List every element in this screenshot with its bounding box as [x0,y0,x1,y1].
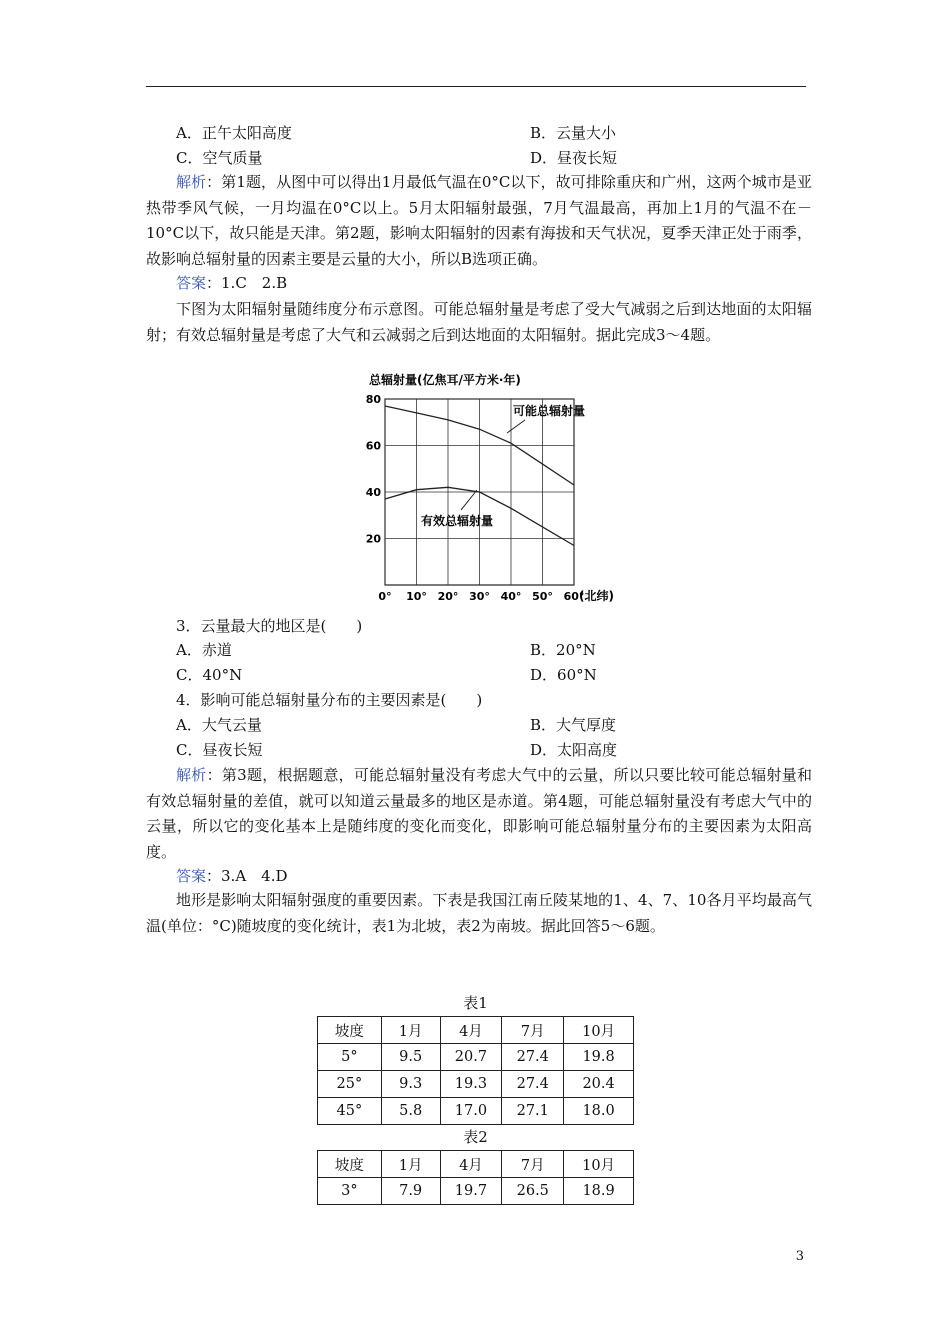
table2 [317,1150,634,1205]
chart-title: 总辐射量(亿焦耳/平方米·年) [369,373,521,387]
table-row-cell: 7.9 [381,1178,440,1205]
y-tick-label: 60 [365,439,381,453]
table1-caption: 表1 [463,994,488,1012]
table-row-cell: 26.5 [502,1178,564,1205]
q3-option-d: D．60°N [530,666,597,684]
label-possible: 可能总辐射量 [513,404,586,418]
analysis-paragraph [146,170,812,272]
table-header-row-cell: 10月 [564,1017,634,1044]
table-header-row-cell: 4月 [440,1151,502,1178]
table-row-cell: 45° [318,1098,382,1125]
table-row [318,1071,634,1098]
intro-q5-6: 地形是影响太阳辐射强度的重要因素。下表是我国江南丘陵某地的1、4、7、10各月平均最高气温(单位：°C)随坡度的变化统计，表1为北坡，表2为南坡。据此回答5～6题。 [146,891,812,935]
analysis-text: ：第1题，从图中可以得出1月最低气温在0°C以下，故可排除重庆和广州，这两个城市是亚热带季风气候，一月均温在0°C以上。5月太阳辐射最强，7月气温最高，再加上1月的气温不在－10°C以下，故只能是天津。第2题，影响太阳辐射的因素有海拔和天气状况，夏季天津正处于雨季，故影响总辐射量的因素主要是云量的大小，所以B选项正确。 [146,173,812,268]
q4-option-b: B．大气厚度 [530,716,617,734]
table-row-cell: 25° [318,1071,382,1098]
x-axis-label: (北纬) [579,589,614,603]
answer-label-2: 答案 [176,867,207,885]
table-header-row-cell: 10月 [564,1151,634,1178]
q3-option-c: C．40°N [176,666,243,684]
table-row-cell: 18.9 [564,1178,634,1205]
page-number: 3 [795,1249,804,1264]
table-header-row-cell: 坡度 [318,1151,382,1178]
table-header-row-cell: 坡度 [318,1017,382,1044]
table-header-row-cell: 1月 [381,1017,440,1044]
x-axis-ticks [378,590,584,603]
answer-text-2: ：3.A 4.D [206,867,288,885]
q3-stem: 3．云量最大的地区是( ) [176,617,363,635]
table-header-row-cell: 7月 [502,1151,564,1178]
q4-option-c: C．昼夜长短 [176,741,263,759]
table-header-row-cell: 1月 [381,1151,440,1178]
label-effective: 有效总辐射量 [421,514,494,528]
x-tick-label: 30° [469,590,490,603]
table-row-cell: 27.4 [502,1071,564,1098]
option-b: B．云量大小 [530,124,617,142]
y-axis-ticks [366,393,382,546]
table-header-row-cell: 4月 [440,1017,502,1044]
analysis-paragraph-2 [146,763,812,865]
table-row [318,1044,634,1071]
radiation-chart [355,370,635,610]
analysis-label: 解析 [176,173,207,191]
q3-option-b: B．20°N [530,641,596,659]
table-row-cell: 3° [318,1178,382,1205]
table1 [317,1016,634,1125]
option-d: D．昼夜长短 [530,149,618,167]
x-tick-label: 40° [500,590,522,603]
table-row-cell: 19.3 [440,1071,502,1098]
pointer-possible [507,420,525,433]
option-a: A．正午太阳高度 [176,124,292,142]
q3-option-a: A．赤道 [176,641,232,659]
q4-stem: 4．影响可能总辐射量分布的主要因素是( ) [176,691,483,709]
header-rule [146,86,806,87]
table-row-cell: 5° [318,1044,382,1071]
option-c: C．空气质量 [176,149,263,167]
table-row-cell: 5.8 [381,1098,440,1125]
answer-text: ：1.C 2.B [206,274,288,292]
x-tick-label: 50° [532,590,553,603]
table-row-cell: 20.7 [440,1044,502,1071]
table-row-cell: 19.8 [564,1044,634,1071]
analysis-label-2: 解析 [176,766,207,784]
table2-caption: 表2 [463,1128,488,1146]
y-tick-label: 40 [365,486,381,499]
q4-option-d: D．太阳高度 [530,741,618,759]
table-header-row [318,1151,634,1178]
x-tick-label: 60° [563,590,585,603]
table-header-row [318,1017,634,1044]
intro-q3-4: 下图为太阳辐射量随纬度分布示意图。可能总辐射量是考虑了受大气减弱之后到达地面的太阳辐射；有效总辐射量是考虑了大气和云减弱之后到达地面的太阳辐射。据此完成3～4题。 [146,300,812,344]
table-header-row-cell: 7月 [502,1017,564,1044]
table-row-cell: 18.0 [564,1098,634,1125]
y-tick-label: 20 [365,532,381,546]
q4-option-a: A．大气云量 [176,716,262,734]
answer-line-2 [146,864,812,890]
table-row-cell: 19.7 [440,1178,502,1205]
table-row [318,1098,634,1125]
table-row-cell: 27.1 [502,1098,564,1125]
x-tick-label: 20° [437,590,459,603]
analysis-text-2: ：第3题，根据题意，可能总辐射量没有考虑大气中的云量，所以只要比较可能总辐射量和有效总辐射量的差值，就可以知道云量最多的地区是赤道。第4题，可能总辐射量没有考虑大气中的云量，所以它的变化基本上是随纬度的变化而变化，即影响可能总辐射量分布的主要因素为太阳高度。 [146,766,812,861]
x-tick-label: 0° [378,590,392,603]
table-row-cell: 9.3 [381,1071,440,1098]
x-tick-label: 10° [406,590,427,603]
pointer-effective [461,490,477,510]
table-row-cell: 27.4 [502,1044,564,1071]
table-row-cell: 9.5 [381,1044,440,1071]
answer-line [146,271,812,297]
table-row-cell: 20.4 [564,1071,634,1098]
answer-label: 答案 [176,274,207,292]
table-row-cell: 17.0 [440,1098,502,1125]
y-tick-label: 80 [365,393,381,406]
table-row [318,1178,634,1205]
